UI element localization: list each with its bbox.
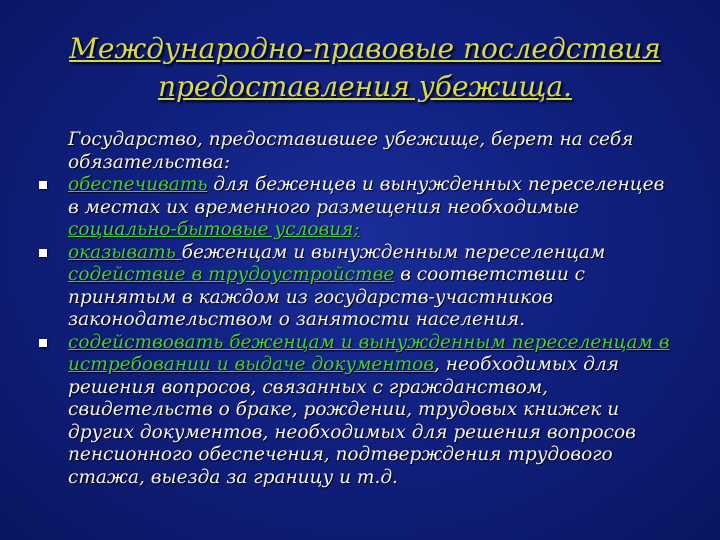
body-text: свидетельств о браке, рождении, трудовых книжек и	[68, 399, 620, 420]
bullet-item-line	[68, 264, 688, 287]
bullet-item-line	[68, 287, 688, 310]
bullet-item-line	[68, 219, 688, 242]
bullet-item	[68, 332, 688, 490]
bullet-item-line	[68, 242, 688, 265]
body-text: в местах их временного размещения необходимые	[68, 196, 580, 218]
intro-paragraph	[68, 129, 688, 174]
intro-line-1: Государство, предоставившее убежище, берет на себя	[68, 129, 634, 150]
body-text: в соответствии с	[394, 264, 585, 285]
bullet-list	[68, 174, 688, 489]
square-bullet-icon	[39, 181, 47, 189]
body-text: других документов, необходимых для решения вопросов	[68, 421, 636, 443]
bullet-item-line	[68, 377, 688, 400]
highlighted-text: содействие в трудоустройстве	[68, 264, 395, 285]
highlighted-text: содействовать беженцам и вынужденным переселенцам в	[68, 331, 670, 353]
highlighted-text: обеспечивать	[68, 174, 208, 195]
body-text: пенсионного обеспечения, подтверждения трудового	[68, 444, 613, 465]
square-bullet-icon	[39, 249, 47, 257]
highlighted-text: оказывать	[68, 241, 182, 263]
bullet-item-line	[68, 399, 688, 422]
bullet-item-line	[68, 174, 688, 197]
body-text: решения вопросов, связанных с гражданством,	[68, 376, 549, 398]
title-line-1: Международно-правовые последствия	[69, 32, 661, 65]
slide-body	[68, 129, 688, 489]
intro-line-2: обязательства:	[68, 151, 231, 173]
body-text: законодательством о занятости населения.	[68, 309, 526, 330]
highlighted-text: социально-бытовые условия;	[68, 219, 360, 240]
bullet-item-line	[68, 309, 688, 332]
bullet-item-line	[68, 444, 688, 467]
square-bullet-icon	[39, 339, 47, 347]
bullet-item-line	[68, 197, 688, 220]
body-text: , необходимых для	[434, 354, 620, 375]
bullet-item	[68, 174, 688, 242]
bullet-item-line	[68, 467, 688, 490]
highlighted-text: истребовании и выдаче документов	[68, 354, 435, 375]
body-text: стажа, выезда за границу и т.д.	[68, 466, 398, 488]
bullet-item-line	[68, 354, 688, 377]
body-text: принятым в каждом из государств-участников	[68, 286, 553, 308]
body-text: беженцам и вынужденным переселенцам	[181, 241, 606, 263]
bullet-item-line	[68, 422, 688, 445]
title-line-2: предоставления убежища.	[157, 70, 573, 103]
bullet-item	[68, 242, 688, 332]
slide-title	[40, 30, 690, 106]
body-text: для беженцев и вынужденных переселенцев	[207, 174, 665, 195]
bullet-item-line	[68, 332, 688, 355]
